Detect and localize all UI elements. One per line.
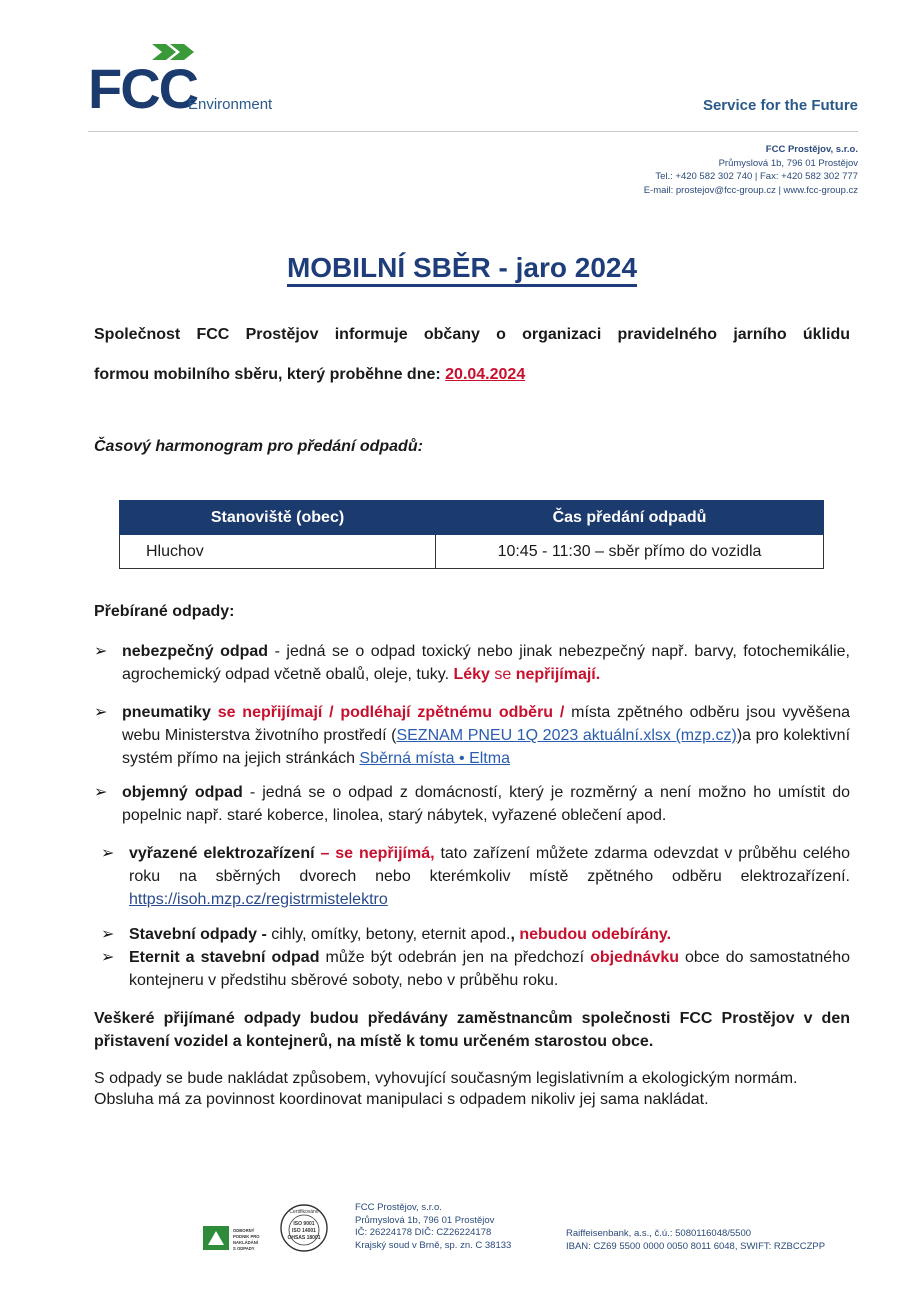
certification-seal-icon (279, 1203, 329, 1253)
footer-line: FCC Prostějov, s.r.o. (355, 1202, 442, 1213)
item-warning: – se nepřijímá, (314, 845, 435, 862)
electro-register-link[interactable]: https://isoh.mzp.cz/registrmistelektro (129, 891, 388, 908)
arrow-bullet-icon: ➢ (94, 784, 108, 801)
waste-company-badge (203, 1224, 267, 1252)
item-warning-mid: se (489, 666, 516, 683)
footer-line: Průmyslová 1b, 796 01 Prostějov (355, 1214, 495, 1226)
footer-line: Raiffeisenbank, a.s., č.ú.: 5080116048/5500 (566, 1228, 752, 1239)
item-text: cihly, omítky, betony, eternit apod. (266, 926, 511, 943)
seal-line: OHSAS 18001 (287, 1235, 321, 1241)
intro-line-2 (94, 366, 850, 384)
arrow-bullet-icon: ➢ (94, 643, 108, 660)
arrow-bullet-icon: ➢ (101, 845, 115, 862)
item-title: objemný odpad (122, 784, 243, 801)
contact-address: Průmyslová 1b, 796 01 Prostějov (718, 157, 858, 169)
header-divider (88, 131, 858, 132)
logo-subtitle: Environment (188, 96, 273, 113)
badge-line: NAKLÁDÁNÍ (233, 1240, 258, 1245)
item-separator: , (510, 926, 520, 943)
seal-line: ISO 9001 (293, 1221, 315, 1227)
table-header-time: Čas předání odpadů (436, 501, 824, 535)
arrow-bullet-icon: ➢ (94, 704, 108, 721)
seal-line: Certifikováno (289, 1209, 319, 1215)
arrow-bullet-icon: ➢ (101, 949, 115, 966)
item-warning: Léky (453, 666, 490, 683)
item-warning: nebudou odebírány. (519, 926, 672, 943)
item-text: může být odebrán jen na předchozí (319, 949, 591, 966)
intro-line-1: Společnost FCC Prostějov informuje občany o organizaci pravidelného jarního úklidu (94, 326, 850, 343)
contact-company-name: FCC Prostějov, s.r.o. (765, 144, 858, 155)
item-text: místa zpětného odběru jsou vyvěšena webu Ministerstva životního prostředí ( (122, 704, 851, 744)
schedule-table (119, 500, 824, 569)
badge-line: S ODPADY (233, 1246, 255, 1251)
eltma-link[interactable]: Sběrná místa • Eltma (359, 750, 510, 767)
slogan: Service for the Future (702, 97, 858, 114)
logo-wordmark: FCC (88, 57, 198, 114)
closing-paragraph: S odpady se bude nakládat způsobem, vyhovující současným legislativním a ekologickým normám. Obsluha má za povinnost koordinovat manipulaci s odpadem nikoliv jej sama nakládat. (94, 1070, 798, 1108)
intro-prefix: formou mobilního sběru, který proběhne dne: (94, 366, 446, 383)
closing-bold-paragraph: Veškeré přijímané odpady budou předávány zaměstnancům společnosti FCC Prostějov v den přistavení vozidel a kontejnerů, na místě k tomu určeném starostou obce. (94, 1010, 850, 1050)
table-cell-location: Hluchov (120, 535, 436, 569)
title-text: MOBILNÍ SBĚR - jaro 2024 (287, 252, 637, 287)
accepted-waste-heading: Přebírané odpady: (94, 603, 235, 620)
table-header-location: Stanoviště (obec) (120, 501, 436, 535)
item-title: pneumatiky (122, 704, 211, 721)
item-text: )a pro kolektivní systém přímo na jejich stránkách (122, 727, 851, 767)
schedule-heading: Časový harmonogram pro předání odpadů: (94, 438, 423, 455)
item-text: - jedná se o odpad z domácností, který je rozměrný a není možno ho umístit do popelnic např. staré koberce, linolea, starý nábytek, vyřazené oblečení apod. (122, 784, 850, 824)
item-text: obce do samostatného kontejneru v předstihu sběrové soboty, nebo v průběhu roku. (129, 949, 851, 989)
footer-line: Krajský soud v Brně, sp. zn. C 38133 (355, 1239, 512, 1251)
seal-line: ISO 14001 (292, 1228, 316, 1234)
table-header-row (120, 501, 824, 535)
item-warning: objednávku (590, 949, 679, 966)
footer-bank-info (566, 1228, 825, 1253)
company-contact (644, 143, 858, 197)
certification-seal (279, 1203, 329, 1253)
footer-line: IČ: 26224178 DIČ: CZ26224178 (355, 1227, 492, 1238)
fcc-logo (88, 42, 288, 114)
arrow-bullet-icon: ➢ (101, 926, 115, 943)
item-warning: nepřijímají. (515, 666, 601, 683)
contact-email: E-mail: prostejov@fcc-group.cz | www.fcc-group.cz (643, 184, 858, 196)
item-text: - jedná se o odpad toxický nebo jinak nebezpečný např. barvy, fotochemikálie, agrochemický odpad včetně obalů, oleje, tuky. (122, 643, 850, 683)
item-title: vyřazené elektrozařízení (129, 845, 315, 862)
item-warning: se nepřijímají / podléhají zpětnému odběru / (210, 704, 572, 721)
badge-line: PODNIK PRO (233, 1234, 260, 1239)
footer-company-info (355, 1202, 511, 1252)
triangle-logo-icon (203, 1224, 267, 1252)
tyres-list-link[interactable]: SEZNAM PNEU 1Q 2023 aktuální.xlsx (mzp.cz) (396, 727, 737, 744)
document-title (0, 252, 924, 284)
item-title: Eternit a stavební odpad (129, 949, 320, 966)
collection-date: 20.04.2024 (445, 366, 526, 383)
contact-phone: Tel.: +420 582 302 740 | Fax: +420 582 302 777 (655, 171, 858, 182)
item-title: Stavební odpady - (129, 926, 267, 943)
table-cell-time: 10:45 - 11:30 – sběr přímo do vozidla (436, 535, 824, 569)
footer-line: IBAN: CZ69 5500 0000 0050 8011 6048, SWIFT: RZBCCZPP (566, 1240, 826, 1252)
item-text: tato zařízení můžete zdarma odevzdat v průběhu celého roku na sběrných dvorech nebo kterémkoliv místě zpětného odběru elektrozařízení. (129, 845, 851, 885)
table-row (120, 535, 824, 569)
badge-line: ODBORNÝ (233, 1228, 255, 1233)
item-title: nebezpečný odpad (122, 643, 269, 660)
